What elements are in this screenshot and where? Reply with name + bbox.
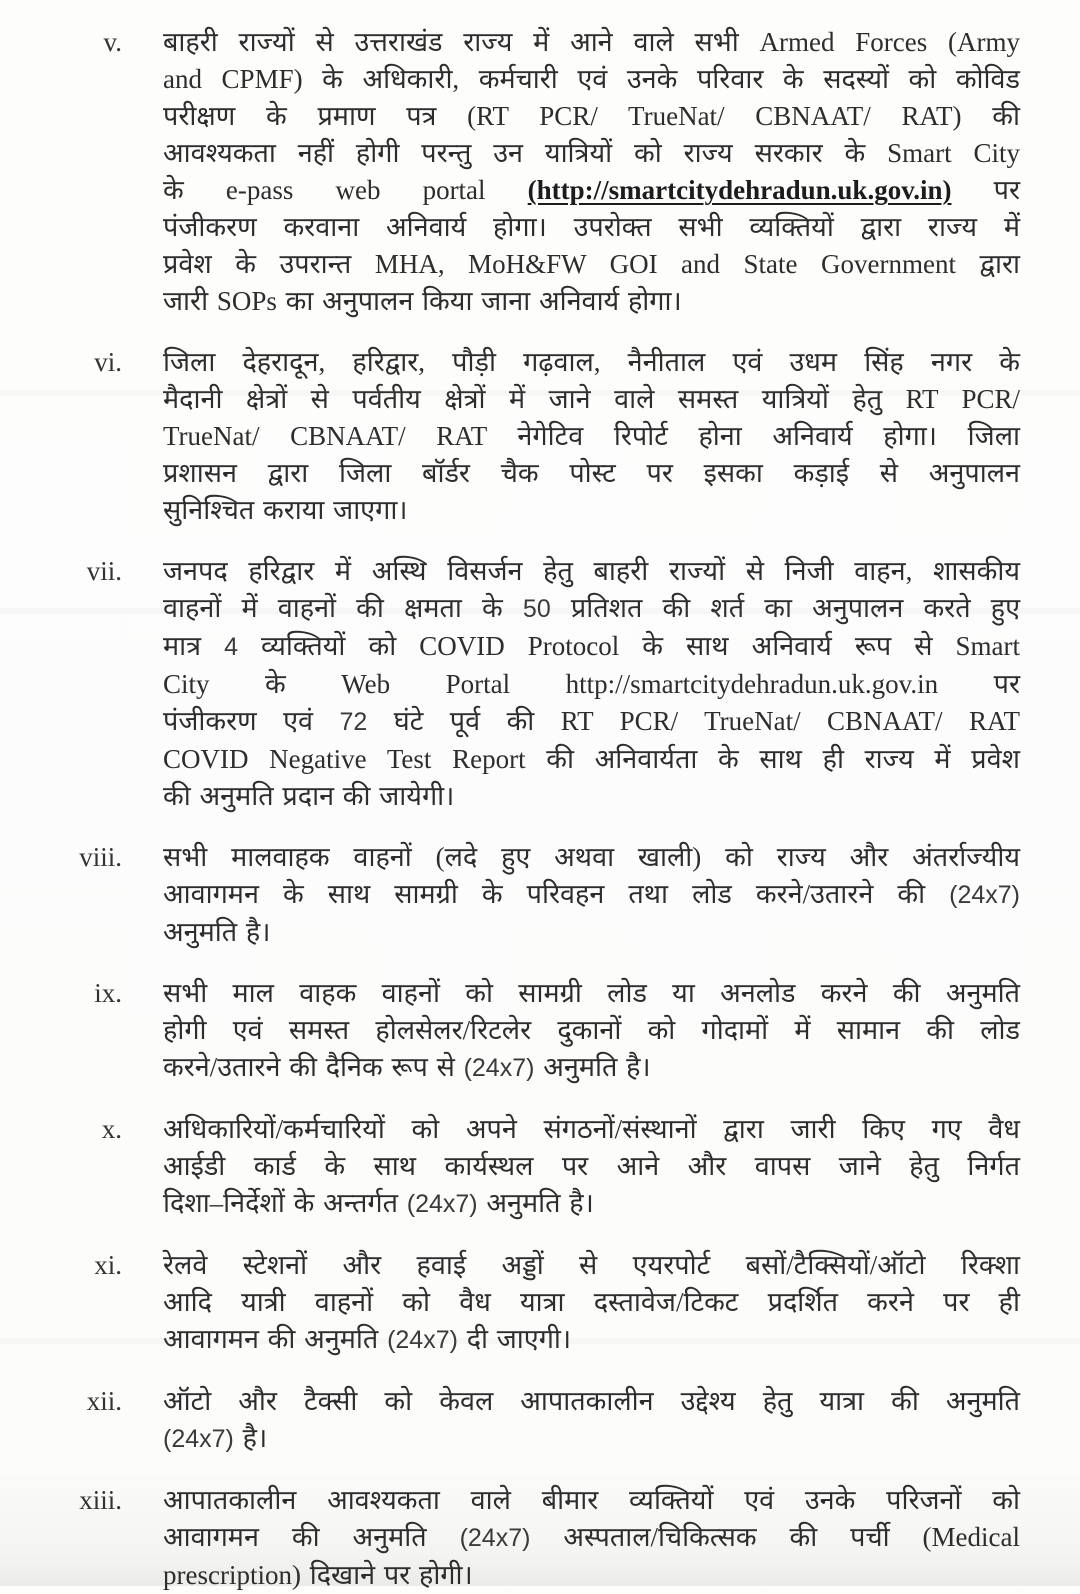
text-segment: सुनिश्चित कराया जाएगा। [163, 495, 408, 525]
text-line [163, 666, 1020, 703]
clause-vi [0, 344, 1080, 529]
portal-url-text: (http://smartcitydehradun.uk.gov.in) [527, 175, 952, 205]
clause-xi [0, 1247, 1080, 1359]
text-segment: आपातकालीन आवश्यकता वाले बीमार व्यक्तियों एवं उनके परिजनों को [163, 1485, 1020, 1515]
text-line [163, 98, 1020, 135]
clause-numeral-vii: vii. [86, 556, 122, 586]
text-line [163, 1148, 1020, 1185]
text-segment: प्रशासन द्वारा जिला बॉर्डर चैक पोस्ट पर इसका कड़ाई से अनुपालन [163, 458, 1020, 488]
text-segment: दी जाएगी। [457, 1324, 572, 1354]
text-line [163, 246, 1020, 283]
clause-text-xii [163, 1383, 1020, 1458]
text-segment: अनुमति है। [534, 1052, 651, 1082]
text-line [163, 283, 1020, 320]
text-line [163, 455, 1020, 492]
clause-x [0, 1111, 1080, 1223]
text-line [163, 1284, 1020, 1321]
text-segment: प्रवेश के उपरान्त MHA, MoH&FW GOI and State Government द्वारा [163, 249, 1020, 279]
text-line [163, 135, 1020, 172]
text-line [163, 172, 1020, 209]
text-line [163, 1383, 1020, 1420]
text-line [163, 553, 1020, 590]
clause-ix [0, 975, 1080, 1087]
text-segment: के e-pass web portal [163, 175, 528, 205]
text-segment: परीक्षण के प्रमाण पत्र (RT PCR/ TrueNat/ CBNAAT/ RAT) की [163, 101, 1020, 131]
clause-numeral-v: v. [103, 27, 122, 57]
clause-numeral-ix: ix. [94, 978, 122, 1008]
text-segment: and CPMF) के अधिकारी, कर्मचारी एवं उनके परिवार के सदस्यों को कोविड [163, 64, 1020, 94]
text-line [163, 1012, 1020, 1049]
text-segment: आवागमन की अनुमति [163, 1522, 460, 1552]
text-segment: prescription) दिखाने पर होगी। [163, 1560, 473, 1590]
clause-numeral-xii: xii. [86, 1386, 122, 1416]
text-segment: सभी मालवाहक वाहनों (लदे हुए अथवा खाली) को राज्य और अंतर्राज्यीय [163, 842, 1020, 872]
text-segment: 72 [339, 708, 368, 736]
text-line [163, 24, 1020, 61]
text-segment: प्रतिशत की शर्त का अनुपालन करते हुए [550, 593, 1021, 623]
text-segment: ऑटो और टैक्सी को केवल आपातकालीन उद्देश्य हेतु यात्रा की अनुमति [163, 1386, 1020, 1416]
clause-numeral-viii: viii. [79, 842, 122, 872]
clause-text-xiii [163, 1482, 1020, 1594]
text-segment: मात्र [163, 631, 225, 661]
text-segment: होगी एवं समस्त होलसेलर/रिटलेर दुकानों को गोदामों में सामान की लोड [163, 1015, 1020, 1045]
text-line [163, 703, 1020, 741]
text-line [163, 975, 1020, 1012]
text-segment: बाहरी राज्यों से उत्तराखंड राज्य में आने वाले सभी Armed Forces (Army [163, 27, 1020, 57]
text-segment: अस्पताल/चिकित्सक की पर्ची (Medical [530, 1522, 1020, 1552]
text-line [163, 209, 1020, 246]
text-segment: 50 [522, 595, 551, 623]
text-line [163, 492, 1020, 529]
text-segment: COVID Negative Test Report की अनिवार्यता के साथ ही राज्य में प्रवेश [163, 744, 1020, 774]
clause-text-vi [163, 344, 1020, 529]
text-segment: जारी SOPs का अनुपालन किया जाना अनिवार्य होगा। [163, 286, 682, 316]
text-line [163, 778, 1020, 815]
text-segment: अनुमति है। [477, 1188, 594, 1218]
text-line [163, 1519, 1020, 1557]
clause-numeral-x: x. [101, 1114, 122, 1144]
text-line [163, 61, 1020, 98]
text-line [163, 344, 1020, 381]
clause-numeral-xiii: xiii. [79, 1485, 122, 1515]
text-line [163, 590, 1020, 628]
text-segment: की अनुमति प्रदान की जायेगी। [163, 781, 455, 811]
text-line [163, 741, 1020, 778]
text-line [163, 1482, 1020, 1519]
clauses-list [0, 24, 1080, 1594]
text-segment: करने/उतारने की दैनिक रूप से [163, 1052, 464, 1082]
text-segment: दिशा–निर्देशों के अन्तर्गत [163, 1188, 407, 1218]
clause-text-vii [163, 553, 1020, 815]
text-segment: पर [951, 175, 1020, 205]
text-segment: (24x7) [463, 1054, 535, 1082]
text-line [163, 1420, 1020, 1458]
text-line [163, 628, 1020, 666]
text-line [163, 839, 1020, 876]
text-segment: आवश्यकता नहीं होगी परन्तु उन यात्रियों को राज्य सरकार के Smart City [163, 138, 1020, 168]
text-segment: (24x7) [459, 1524, 531, 1552]
text-segment: है। [233, 1423, 268, 1453]
text-segment: रेलवे स्टेशनों और हवाई अड्डों से एयरपोर्ट बसों/टैक्सियों/ऑटो रिक्शा [163, 1250, 1020, 1280]
clause-text-xi [163, 1247, 1020, 1359]
text-segment: (24x7) [406, 1190, 478, 1218]
text-segment: (24x7) [949, 881, 1020, 909]
text-segment: आवागमन के साथ सामग्री के परिवहन तथा लोड करने/उतारने की [163, 879, 950, 909]
text-segment: (24x7) [163, 1425, 234, 1453]
text-segment: आदि यात्री वाहनों को वैध यात्रा दस्तावेज/टिकट प्रदर्शित करने पर ही [163, 1287, 1020, 1317]
text-segment: पंजीकरण करवाना अनिवार्य होगा। उपरोक्त सभी व्यक्तियों द्वारा राज्य में [163, 212, 1020, 242]
text-segment: TrueNat/ CBNAAT/ RAT नेगेटिव रिपोर्ट होना अनिवार्य होगा। जिला [163, 421, 1020, 451]
text-line [163, 1185, 1020, 1223]
text-line [163, 418, 1020, 455]
text-segment: मैदानी क्षेत्रों से पर्वतीय क्षेत्रों में जाने वाले समस्त यात्रियों हेतु RT PCR/ [163, 384, 1020, 414]
text-segment: City के Web Portal http://smartcitydehradun.uk.gov.in पर [163, 669, 1020, 699]
text-segment: आईडी कार्ड के साथ कार्यस्थल पर आने और वापस जाने हेतु निर्गत [163, 1151, 1020, 1181]
clause-xii [0, 1383, 1080, 1458]
clause-viii [0, 839, 1080, 951]
text-segment: (24x7) [387, 1326, 458, 1354]
clause-text-viii [163, 839, 1020, 951]
text-segment: जनपद हरिद्वार में अस्थि विसर्जन हेतु बाहरी राज्यों से निजी वाहन, शासकीय [163, 556, 1020, 586]
text-line [163, 1557, 1020, 1594]
clause-text-v [163, 24, 1020, 320]
text-segment: वाहनों में वाहनों की क्षमता के [163, 593, 523, 623]
clause-xiii [0, 1482, 1080, 1594]
clause-text-ix [163, 975, 1020, 1087]
clause-vii [0, 553, 1080, 815]
clause-v [0, 24, 1080, 320]
text-line [163, 1049, 1020, 1087]
text-segment: अधिकारियों/कर्मचारियों को अपने संगठनों/संस्थानों द्वारा जारी किए गए वैध [163, 1114, 1020, 1144]
text-segment: घंटे पूर्व की RT PCR/ TrueNat/ CBNAAT/ RAT [367, 706, 1020, 736]
text-segment: सभी माल वाहक वाहनों को सामग्री लोड या अनलोड करने की अनुमति [163, 978, 1020, 1008]
text-line [163, 1247, 1020, 1284]
clause-text-x [163, 1111, 1020, 1223]
text-segment: आवागमन की अनुमति [163, 1324, 388, 1354]
text-segment: जिला देहरादून, हरिद्वार, पौड़ी गढ़वाल, नैनीताल एवं उधम सिंह नगर के [163, 347, 1020, 377]
text-line [163, 876, 1020, 914]
text-segment: पंजीकरण एवं [163, 706, 340, 736]
text-line [163, 381, 1020, 418]
text-line [163, 1111, 1020, 1148]
text-segment: 4 [224, 633, 238, 661]
text-segment: व्यक्तियों को COVID Protocol के साथ अनिवार्य रूप से Smart [237, 631, 1020, 661]
clause-numeral-xi: xi. [94, 1250, 122, 1280]
clause-numeral-vi: vi. [94, 347, 122, 377]
text-segment: अनुमति है। [163, 917, 271, 947]
text-line [163, 1321, 1020, 1359]
text-line [163, 914, 1020, 951]
